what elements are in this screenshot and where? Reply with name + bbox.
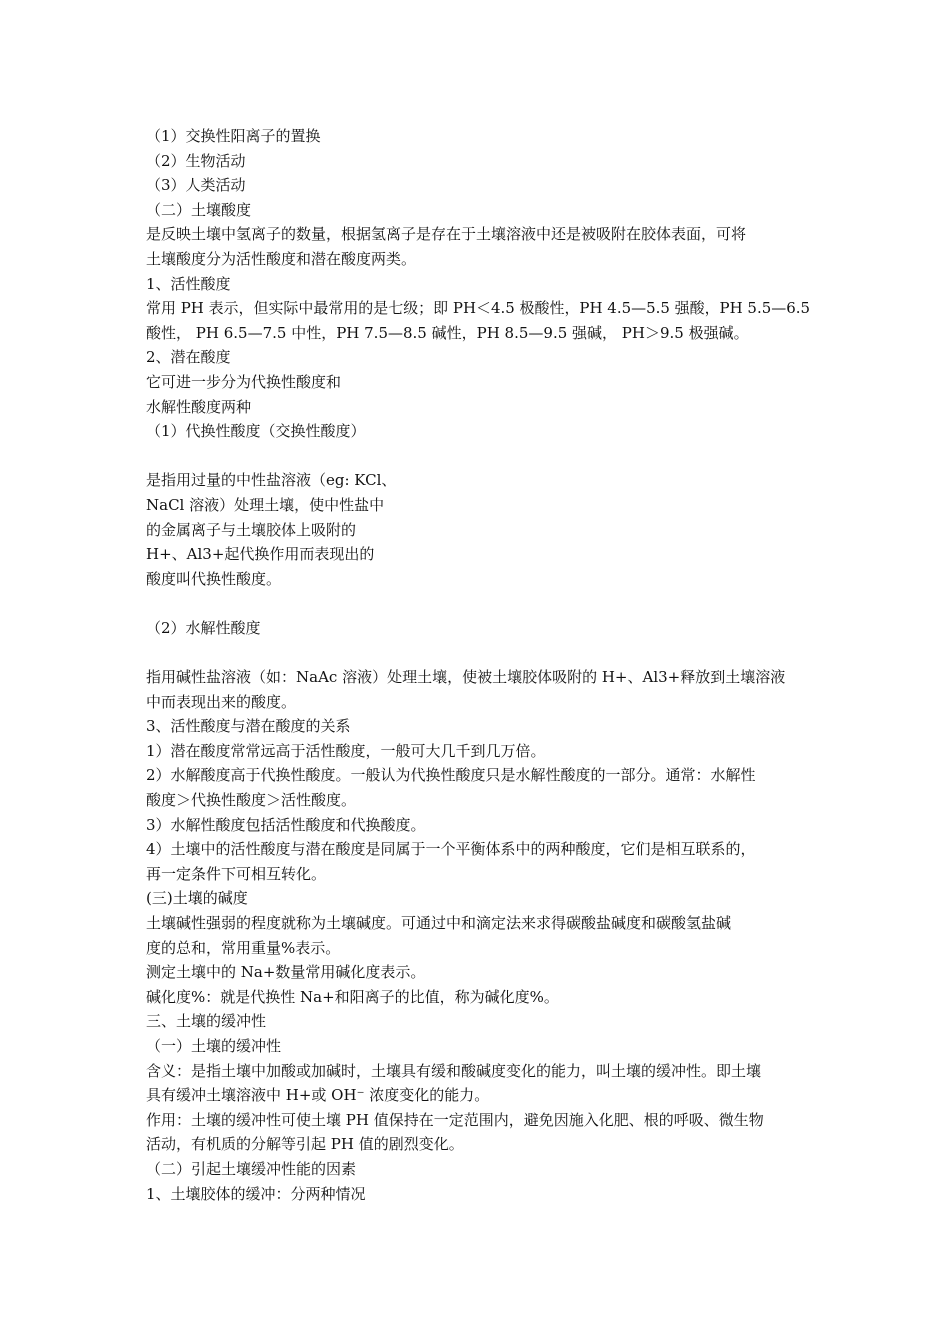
text-line: 再一定条件下可相互转化。	[146, 864, 327, 883]
text-line: 酸度叫代换性酸度。	[146, 569, 282, 588]
text-line: 含义：是指土壤中加酸或加碱时，土壤具有缓和酸碱度变化的能力，叫土壤的缓冲性。即土壤	[146, 1061, 762, 1080]
text-line: 作用：土壤的缓冲性可使土壤 PH 值保持在一定范围内，避免因施入化肥、根的呼吸、微生物	[146, 1110, 764, 1129]
text-line: 的金属离子与土壤胶体上吸附的	[146, 520, 357, 539]
text-line: （1）代换性酸度（交换性酸度）	[146, 422, 366, 441]
blank-line	[146, 591, 810, 616]
text-line: 2）水解酸度高于代换性酸度。一般认为代换性酸度只是水解性酸度的一部分。通常：水解性	[146, 766, 756, 785]
text-line: 土壤碱性强弱的程度就称为土壤碱度。可通过中和滴定法来求得碳酸盐碱度和碳酸氢盐碱	[146, 914, 732, 932]
text-line: 1）潜在酸度常常远高于活性酸度，一般可大几千到几万倍。	[146, 741, 546, 760]
text-line: 测定土壤中的 Na+数量常用碱化度表示。	[146, 963, 426, 982]
text-line: （2）水解性酸度	[146, 618, 261, 637]
text-line: 3）水解性酸度包括活性酸度和代换酸度。	[146, 815, 426, 834]
text-line: 具有缓冲土壤溶液中 H+或 OH⁻ 浓度变化的能力。	[146, 1086, 490, 1105]
section-heading: （一）土壤的缓冲性	[146, 1036, 282, 1055]
subsection-heading: 2、潜在酸度	[146, 348, 231, 367]
blank-line	[146, 444, 810, 469]
text-line: 常用 PH 表示，但实际中最常用的是七级；即 PH＜4.5 极酸性，PH 4.5—5.5 强酸，PH 5.5—6.5	[146, 299, 811, 318]
subsection-heading: 3、活性酸度与潜在酸度的关系	[146, 717, 351, 736]
chapter-heading: 三、土壤的缓冲性	[146, 1012, 267, 1031]
section-heading: （二）土壤酸度	[146, 200, 252, 219]
text-line: NaCl 溶液）处理土壤，使中性盐中	[146, 495, 385, 514]
text-line: 是指用过量的中性盐溶液（eg: KCl、	[146, 471, 397, 490]
text-line: 土壤酸度分为活性酸度和潜在酸度两类。	[146, 249, 417, 268]
section-heading: (三)土壤的碱度	[146, 889, 248, 908]
text-line: 4）土壤中的活性酸度与潜在酸度是同属于一个平衡体系中的两种酸度，它们是相互联系的，	[146, 840, 756, 859]
subsection-heading: 1、活性酸度	[146, 274, 231, 293]
text-line: （3）人类活动	[146, 176, 246, 195]
text-line: H+、Al3+起代换作用而表现出的	[146, 545, 375, 564]
text-line: （2）生物活动	[146, 151, 246, 170]
subsection-heading: 1、土壤胶体的缓冲：分两种情况	[146, 1184, 366, 1203]
text-line: 中而表现出来的酸度。	[146, 692, 297, 711]
text-line: 碱化度%：就是代换性 Na+和阳离子的比值，称为碱化度%。	[146, 987, 559, 1006]
text-line: 活动，有机质的分解等引起 PH 值的剧烈变化。	[146, 1135, 464, 1154]
text-line: 酸度＞代换性酸度＞活性酸度。	[146, 791, 357, 810]
text-line: 是反映土壤中氢离子的数量，根据氢离子是存在于土壤溶液中还是被吸附在胶体表面，可将	[146, 225, 747, 244]
text-line: 指用碱性盐溶液（如：NaAc 溶液）处理土壤，使被土壤胶体吸附的 H+、Al3+释放到土壤溶液	[146, 668, 786, 687]
text-line: 它可进一步分为代换性酸度和	[146, 372, 342, 391]
section-heading: （二）引起土壤缓冲性能的因素	[146, 1159, 357, 1178]
blank-line	[146, 640, 810, 665]
text-line: 度的总和，常用重量%表示。	[146, 938, 341, 957]
text-line: 水解性酸度两种	[146, 397, 252, 416]
text-line: （1）交换性阳离子的置换	[146, 127, 321, 145]
document-body	[146, 124, 810, 1206]
text-line: 酸性， PH 6.5—7.5 中性，PH 7.5—8.5 碱性，PH 8.5—9.5 强碱， PH＞9.5 极强碱。	[146, 323, 749, 342]
